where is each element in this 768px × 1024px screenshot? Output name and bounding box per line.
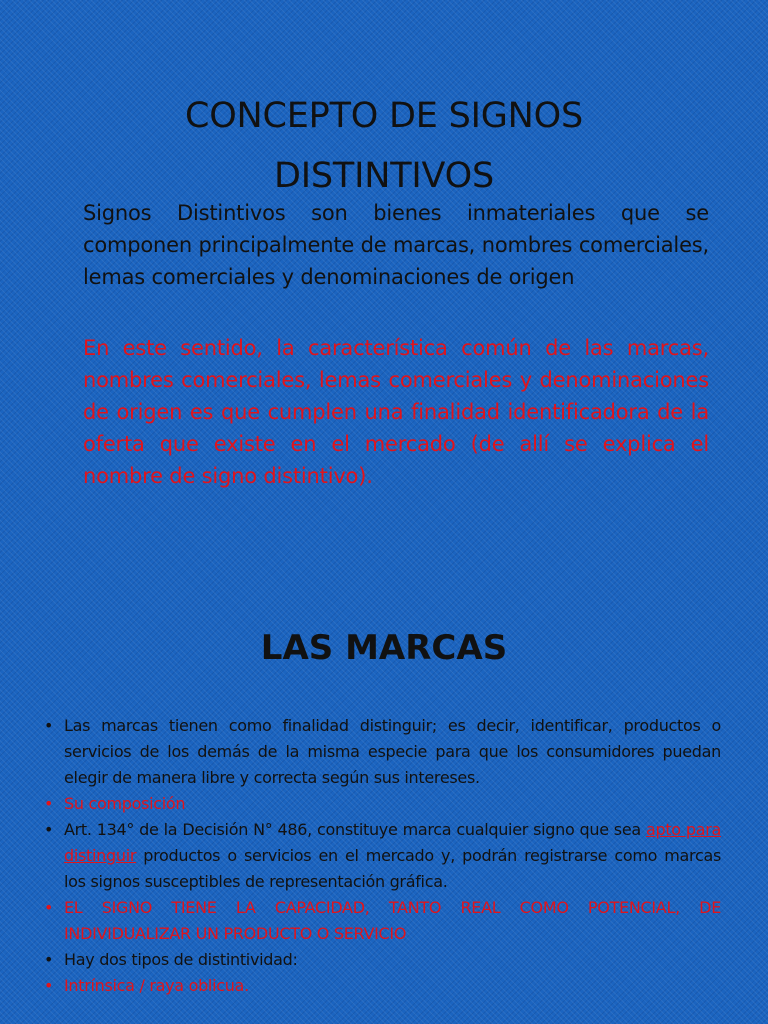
highlighted-phrase: apto para distinguir: [64, 820, 721, 865]
slide-las-marcas: [0, 560, 768, 1024]
bullet-text: Su composición: [64, 794, 186, 813]
bullet-text: Las marcas tienen como finalidad distinguir; es decir, identificar, productos o servicios de los demás de la misma especie para que los consumidores puedan elegir de manera libre y correcta según sus intereses.: [64, 716, 721, 787]
slide-title: CONCEPTO DE SIGNOS DISTINTIVOS: [184, 96, 584, 196]
bullet-item: [44, 947, 721, 973]
bullet-text: Hay dos tipos de distintividad:: [64, 950, 298, 969]
bullet-text: Art. 134° de la Decisión N° 486, constituye marca cualquier signo que sea: [64, 820, 646, 839]
bullet-text: EL SIGNO TIENE LA CAPACIDAD, TANTO REAL COMO POTENCIAL, DE INDIVIDUALIZAR UN PRODUCTO O SERVICIO: [64, 898, 721, 943]
bullet-list: [44, 713, 721, 999]
definition-paragraph: Signos Distintivos son bienes inmateriales que se componen principalmente de marcas, nombres comerciales, lemas comerciales y denominaciones de origen: [83, 201, 709, 289]
bullet-icon: •: [44, 794, 54, 813]
bullet-item: [44, 713, 721, 791]
bullet-text: productos o servicios en el mercado y, podrán registrarse como marcas los signos susceptibles de representación gráfica.: [64, 846, 721, 891]
bullet-item: [44, 817, 721, 895]
bullet-text: Intrínsica / raya oblicua.: [64, 976, 249, 995]
bullet-item: [44, 791, 721, 817]
bullet-icon: •: [44, 950, 54, 969]
bullet-item: [44, 973, 721, 999]
bullet-icon: •: [44, 898, 54, 917]
bullet-item: [44, 895, 721, 947]
slide-title: LAS MARCAS: [260, 628, 508, 668]
bullet-icon: •: [44, 976, 54, 995]
bullet-icon: •: [44, 820, 54, 839]
explanation-paragraph: En este sentido, la característica común de las marcas, nombres comerciales, lemas comerciales y denominaciones de origen es que cumplen una finalidad identificadora de la oferta que existe en el mercado (de allí se explica el nombre de signo distintivo).: [83, 336, 709, 488]
bullet-icon: •: [44, 716, 54, 735]
